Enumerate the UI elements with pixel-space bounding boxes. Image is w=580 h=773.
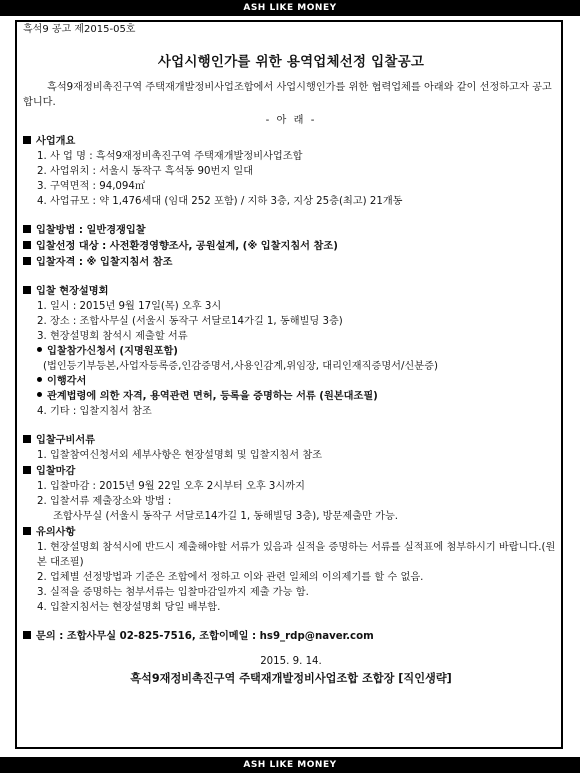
overview-item: 3. 구역면적 : 94,094㎡: [37, 181, 146, 192]
section-target: 입찰선정 대상 : 사전환경영향조사, 공원설계, (※ 입찰지침서 참조): [23, 239, 559, 254]
center-mark: - 아 래 -: [265, 115, 317, 126]
notice-title: 사업시행인가를 위한 용역업체선정 입찰공고: [157, 54, 425, 70]
deadline-item: 1. 입찰마감 : 2015년 9월 22일 오후 2시부터 오후 3시까지: [37, 481, 305, 492]
section-documents-heading: 입찰구비서류: [23, 433, 559, 448]
top-banner-text: ASH LIKE MONEY: [243, 3, 337, 13]
notes-item: 3. 실적을 증명하는 첨부서류는 입찰마감일까지 제출 가능 함.: [37, 587, 309, 598]
deadline-place: 조합사무실 (서울시 동작구 서달로14가길 1, 동해빌딩 3층), 방문제출만 가능.: [53, 511, 399, 522]
intro-paragraph: 흑석9재정비촉진구역 주택재개발정비사업조합에서 사업시행인가를 위한 협력업체를 아래와 같이 선정하고자 공고합니다.: [23, 82, 552, 108]
square-bullet-icon: [23, 241, 31, 249]
deadline-item: 2. 입찰서류 제출장소와 방법 :: [37, 496, 172, 507]
section-briefing-heading: 입찰 현장설명회: [23, 284, 559, 299]
square-bullet-icon: [23, 466, 31, 474]
dot-bullet-icon: [37, 377, 42, 382]
signature-line: 흑석9재정비촉진구역 주택재개발정비사업조합 조합장 [직인생략]: [130, 672, 452, 685]
dot-bullet-icon: [37, 392, 42, 397]
square-bullet-icon: [23, 136, 31, 144]
briefing-bullet-detail: (법인등기부등본,사업자등록증,인감증명서,사용인감계,위임장, 대리인재직증명서/신분증): [43, 361, 438, 372]
square-bullet-icon: [23, 527, 31, 535]
top-banner: [0, 0, 580, 16]
square-bullet-icon: [23, 631, 31, 639]
notes-item: 2. 업체별 선정방법과 기준은 조합에서 정하고 이와 관련 일체의 이의제기를 할 수 없음.: [37, 572, 424, 583]
briefing-bullet: 입찰참가신청서 (지명원포함): [23, 344, 559, 359]
briefing-item: 4. 기타 : 입찰지침서 참조: [37, 406, 152, 417]
section-notes-heading: 유의사항: [23, 525, 559, 540]
overview-item: 2. 사업위치 : 서울시 동작구 흑석동 90번지 일대: [37, 166, 254, 177]
section-method: 입찰방법 : 일반경쟁입찰: [23, 223, 559, 238]
dot-bullet-icon: [37, 347, 42, 352]
section-overview-heading: 사업개요: [23, 134, 559, 149]
square-bullet-icon: [23, 435, 31, 443]
briefing-item: 2. 장소 : 조합사무실 (서울시 동작구 서달로14가길 1, 동해빌딩 3층): [37, 316, 343, 327]
square-bullet-icon: [23, 257, 31, 265]
briefing-item: 3. 현장설명회 참석시 제출할 서류: [37, 331, 188, 342]
notice-date: 2015. 9. 14.: [260, 656, 322, 667]
bottom-banner: [0, 757, 580, 773]
section-contact: 문의 : 조합사무실 02-825-7516, 조합이메일 : hs9_rdp@naver.com: [23, 629, 559, 644]
notes-item: 1. 현장설명회 참석시에 반드시 제출해야할 서류가 있음과 실적을 증명하는 서류를 실적표에 첨부하시기 바랍니다.(원본 대조필): [37, 542, 556, 568]
briefing-bullet: 이행각서: [23, 374, 559, 389]
overview-item: 1. 사 업 명 : 흑석9재정비촉진구역 주택재개발정비사업조합: [37, 151, 303, 162]
documents-item: 1. 입찰참여신청서외 세부사항은 현장설명회 및 입찰지침서 참조: [37, 450, 323, 461]
briefing-item: 1. 일시 : 2015년 9월 17일(목) 오후 3시: [37, 301, 222, 312]
notice-document: [23, 22, 559, 686]
overview-item: 4. 사업규모 : 약 1,476세대 (임대 252 포함) / 지하 3층, 지상 25층(최고) 21개동: [37, 196, 403, 207]
bottom-banner-text: ASH LIKE MONEY: [243, 760, 337, 770]
briefing-bullet: 관계법령에 의한 자격, 용역관련 면허, 등록을 증명하는 서류 (원본대조필): [23, 389, 559, 404]
section-deadline-heading: 입찰마감: [23, 464, 559, 479]
document-number: 흑석9 공고 제2015-05호: [23, 24, 136, 35]
square-bullet-icon: [23, 225, 31, 233]
notes-item: 4. 입찰지침서는 현장설명회 당일 배부함.: [37, 602, 221, 613]
section-qualification: 입찰자격 : ※ 입찰지침서 참조: [23, 255, 559, 270]
square-bullet-icon: [23, 286, 31, 294]
